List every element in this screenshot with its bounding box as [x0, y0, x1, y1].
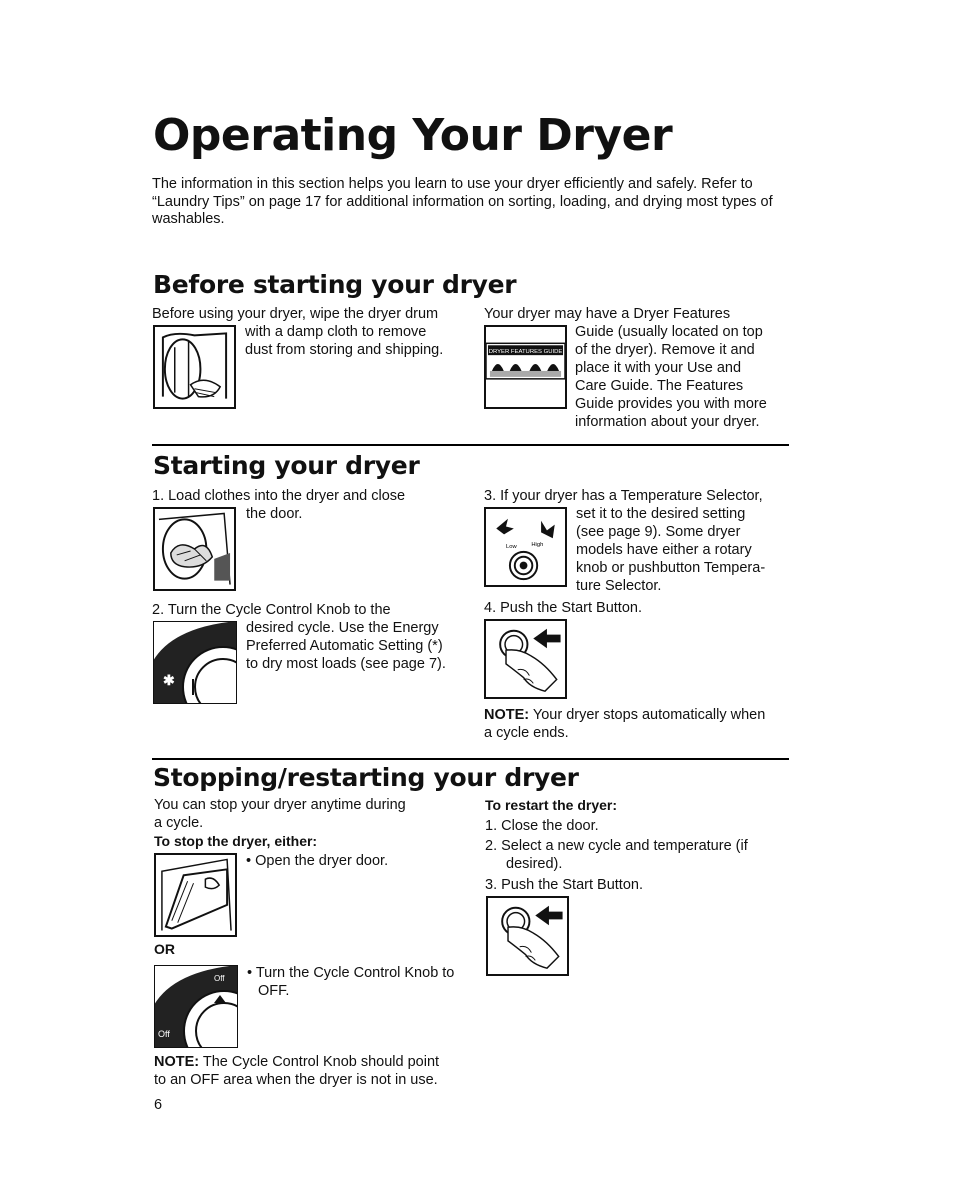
before-right-line5: Care Guide. The Features: [575, 378, 744, 394]
note-text: The Cycle Control Knob should point: [202, 1054, 440, 1070]
step2-line1: 2. Turn the Cycle Control Knob to the: [152, 602, 391, 618]
before-right-line4: place it with your Use and: [575, 360, 742, 376]
before-right-line1: Your dryer may have a Dryer Features: [484, 306, 731, 322]
section-heading-before: Before starting your dryer: [153, 270, 517, 299]
intro-paragraph: The information in this section helps you learn to use your dryer efficiently and safely. Refer to “Laundry Tips” on page 17 for additional information on sorting, loading, and drying most types of washables.: [152, 176, 773, 227]
step3-line3: (see page 9). Some dryer: [576, 524, 741, 540]
features-guide-illustration: [484, 325, 567, 409]
start-button-icon: [486, 621, 565, 697]
stop-option2-line1: • Turn the Cycle Control Knob to: [247, 965, 455, 981]
note-label: NOTE:: [154, 1054, 200, 1070]
step1-line1: 1. Load clothes into the dryer and close: [152, 488, 406, 504]
before-right-line7: information about your dryer.: [575, 414, 760, 430]
stop-option1: • Open the dryer door.: [246, 853, 389, 869]
restart-step3: 3. Push the Start Button.: [485, 877, 643, 893]
page-number: 6: [154, 1097, 163, 1113]
stop-heading: To stop the dryer, either:: [154, 833, 318, 849]
guide-label: DRYER FEATURES GUIDE: [488, 349, 563, 356]
section-divider: [152, 758, 789, 760]
step1-line2: the door.: [246, 506, 303, 522]
temp-selector-illustration: [484, 507, 567, 587]
step3-line2: set it to the desired setting: [576, 506, 746, 522]
temp-low-label: Low: [506, 543, 517, 550]
before-left-line2: with a damp cloth to remove: [245, 324, 427, 340]
off-top-label: Off: [214, 974, 225, 983]
step2-line3: Preferred Automatic Setting (*): [246, 638, 443, 654]
cycle-knob-illustration: [153, 621, 237, 704]
load-clothes-illustration: [153, 507, 236, 591]
restart-step2-line2: desired).: [506, 856, 563, 872]
off-mark-label: Off: [158, 1029, 170, 1039]
starting-note-line2: a cycle ends.: [484, 725, 569, 741]
open-door-illustration: [154, 853, 237, 937]
start-button-icon: [488, 898, 567, 974]
or-label: OR: [154, 941, 175, 957]
svg-text:✱: ✱: [163, 672, 175, 688]
note-label: NOTE:: [484, 707, 530, 723]
before-left-line1: Before using your dryer, wipe the dryer drum: [152, 306, 439, 322]
step3-line4: models have either a rotary: [576, 542, 752, 558]
drum-wipe-icon: [155, 327, 234, 407]
cycle-knob-icon: [153, 621, 237, 704]
before-right-line2: Guide (usually located on top: [575, 324, 763, 340]
before-right-line6: Guide provides you with more: [575, 396, 767, 412]
stopping-intro-line2: a cycle.: [154, 815, 204, 831]
before-right-line3: of the dryer). Remove it and: [575, 342, 755, 358]
starting-note: [484, 707, 765, 725]
off-knob-icon: [154, 965, 238, 1048]
step3-line1: 3. If your dryer has a Temperature Selector,: [484, 488, 763, 504]
before-left-line3: dust from storing and shipping.: [245, 342, 444, 358]
off-knob-illustration: [154, 965, 238, 1048]
section-divider: [152, 444, 789, 446]
step2-line2: desired cycle. Use the Energy: [246, 620, 439, 636]
load-clothes-icon: [155, 509, 234, 589]
restart-heading: To restart the dryer:: [485, 797, 617, 813]
start-button-illustration: [484, 619, 567, 699]
features-guide-icon: [486, 327, 565, 407]
page-title: Operating Your Dryer: [153, 110, 673, 161]
step2-line4: to dry most loads (see page 7).: [246, 656, 446, 672]
section-heading-starting: Starting your dryer: [153, 451, 420, 480]
temp-selector-icon: [486, 509, 565, 585]
note-text: Your dryer stops automatically when: [532, 707, 766, 723]
step3-line5: knob or pushbutton Tempera-: [576, 560, 766, 576]
drum-wipe-illustration: [153, 325, 236, 409]
step4: 4. Push the Start Button.: [484, 600, 642, 616]
open-door-icon: [156, 855, 235, 935]
temp-high-label: High: [531, 542, 544, 549]
step3-line6: ture Selector.: [576, 578, 662, 594]
stopping-note: [154, 1054, 439, 1072]
stop-option2-line2: OFF.: [258, 983, 290, 999]
restart-step2-line1: 2. Select a new cycle and temperature (if: [485, 838, 748, 854]
stopping-note-line2: to an OFF area when the dryer is not in use.: [154, 1072, 438, 1088]
restart-button-illustration: [486, 896, 569, 976]
restart-step1: 1. Close the door.: [485, 818, 599, 834]
section-heading-stopping: Stopping/restarting your dryer: [153, 763, 579, 792]
stopping-intro-line1: You can stop your dryer anytime during: [154, 797, 406, 813]
